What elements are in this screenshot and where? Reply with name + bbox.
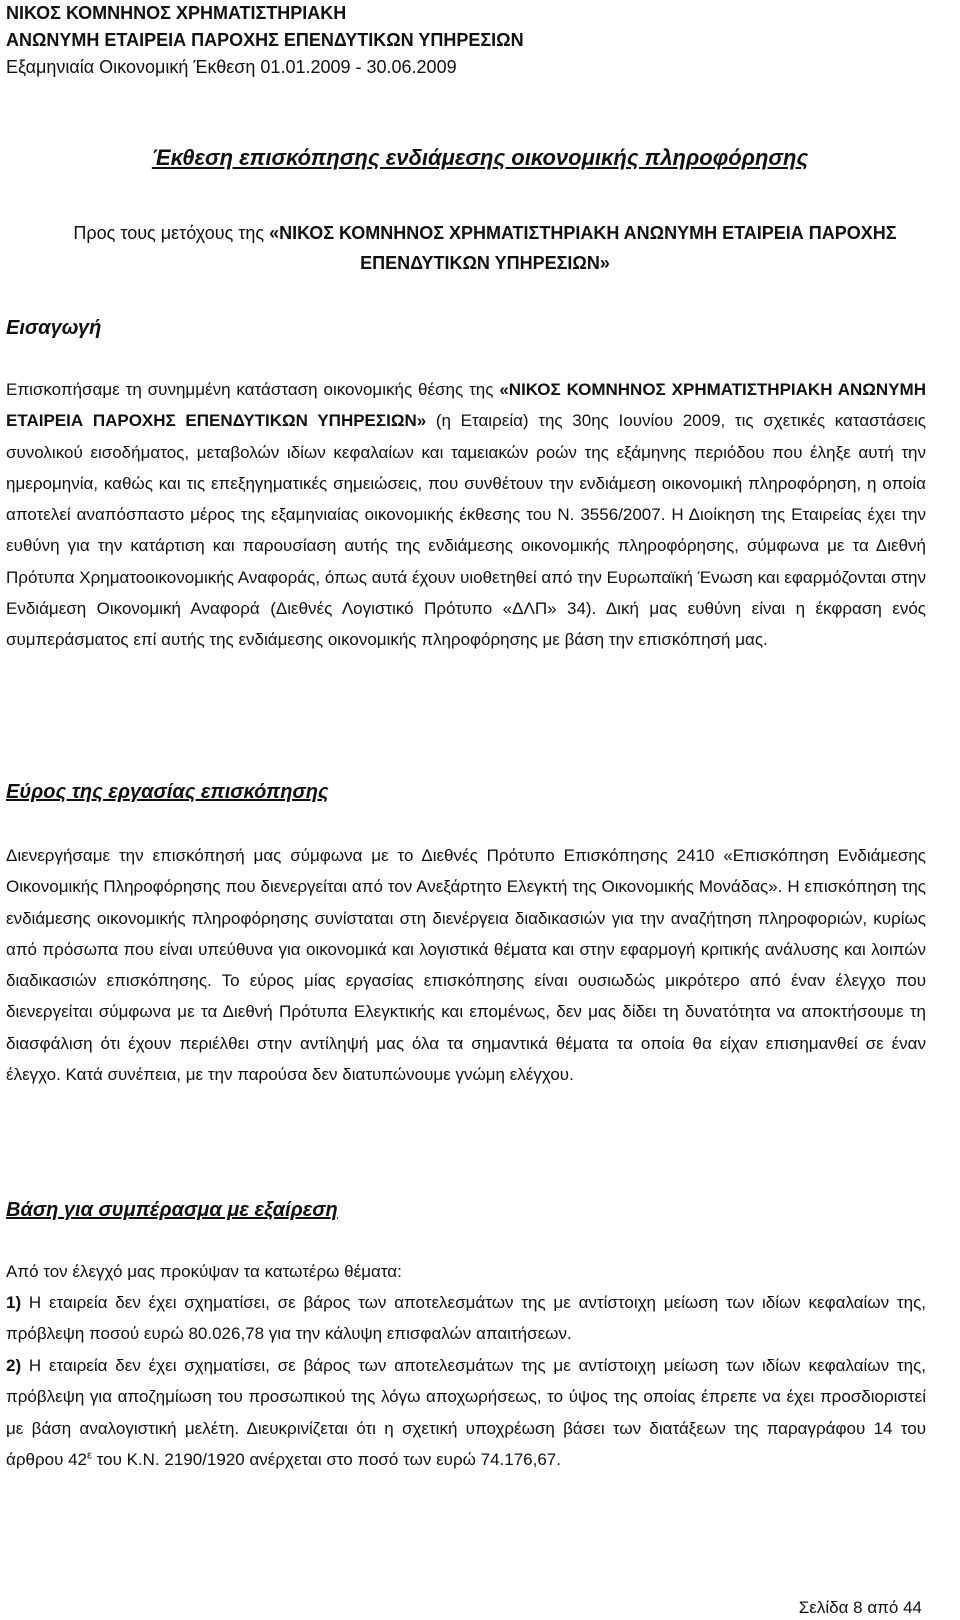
qualified-basis-item-2 bbox=[6, 1350, 926, 1475]
header-company-line-1: ΝΙΚΟΣ ΚΟΜΝΗΝΟΣ ΧΡΗΜΑΤΙΣΤΗΡΙΑΚΗ bbox=[6, 3, 347, 23]
introduction-text-rest: (η Εταιρεία) της 30ης Ιουνίου 2009, τις σχετικές καταστάσεις συνολικού εισοδήματος, μεταβολών ιδίων κεφαλαίων και ταμειακών ροών της εξάμηνης περιόδου που έληξε αυτή την ημερομηνία, καθώς και τις επεξηγηματικές σημειώσεις, που συνθέτουν την ενδιάμεση οικονομική πληροφόρηση, η οποία αποτελεί αναπόσπαστο μέρος της εξαμηνιαίας οικονομικής έκθεσης του Ν. 3556/2007. Η Διοίκηση της Εταιρείας έχει την ευθύνη για την κατάρτιση και παρουσίαση αυτής της ενδιάμεσης οικονομικής πληροφόρησης, σύμφωνα με τα Διεθνή Πρότυπα Χρηματοοικονομικής Αναφοράς, όπως αυτά έχουν υιοθετηθεί από την Ευρωπαϊκή Ένωση και εφαρμόζονται στην Ενδιάμεση Οικονομική Αναφορά (Διεθνές Λογιστικό Πρότυπο «ΔΛΠ» 34). Δική μας ευθύνη είναι η έκφραση ενός συμπεράσματος επί αυτής της ενδιάμεσης οικονομικής πληροφόρησης με βάση την επισκόπησή μας. bbox=[6, 411, 926, 650]
item-2-superscript: ε bbox=[87, 1449, 92, 1462]
introduction-heading: Εισαγωγή bbox=[6, 317, 102, 339]
item-2-text-b: του Κ.Ν. 2190/1920 ανέρχεται στο ποσό των ευρώ 74.176,67. bbox=[91, 1449, 561, 1469]
qualified-basis-heading: Βάση για συμπέρασμα με εξαίρεση bbox=[6, 1199, 338, 1221]
item-1-text: Η εταιρεία δεν έχει σχηματίσει, σε βάρος των αποτελεσμάτων της με αντίστοιχη μείωση των ιδίων κεφαλαίων της, πρόβλεψη ποσού ευρώ 80.026,78 για την κάλυψη επισφαλών απαιτήσεων. bbox=[6, 1293, 926, 1344]
page-number: Σελίδα 8 από 44 bbox=[798, 1598, 922, 1617]
scope-heading: Εύρος της εργασίας επισκόπησης bbox=[6, 781, 329, 803]
header-company-line-2: ΑΝΩΝΥΜΗ ΕΤΑΙΡΕΙΑ ΠΑΡΟΧΗΣ ΕΠΕΝΔΥΤΙΚΩΝ ΥΠΗΡΕΣΙΩΝ bbox=[6, 30, 524, 50]
introduction-paragraph bbox=[6, 374, 926, 656]
qualified-basis-item-1 bbox=[6, 1287, 926, 1350]
item-1-number: 1) bbox=[6, 1293, 22, 1312]
introduction-company: «ΝΙΚΟΣ ΚΟΜΝΗΝΟΣ ΧΡΗΜΑΤΙΣΤΗΡΙΑΚΗ ΑΝΩΝΥΜΗ ΕΤΑΙΡΕΙΑ ΠΑΡΟΧΗΣ ΕΠΕΝΔΥΤΙΚΩΝ ΥΠΗΡΕΣΙΩΝ» bbox=[6, 380, 926, 431]
header-report-period: Εξαμηνιαία Οικονομική Έκθεση 01.01.2009 - 30.06.2009 bbox=[6, 57, 457, 77]
addressee-company: «ΝΙΚΟΣ ΚΟΜΝΗΝΟΣ ΧΡΗΜΑΤΙΣΤΗΡΙΑΚΗ ΑΝΩΝΥΜΗ ΕΤΑΙΡΕΙΑ ΠΑΡΟΧΗΣ ΕΠΕΝΔΥΤΙΚΩΝ ΥΠΗΡΕΣΙΩΝ» bbox=[269, 223, 897, 273]
qualified-basis-intro: Από τον έλεγχό μας προκύψαν τα κατωτέρω θέματα: bbox=[6, 1262, 402, 1281]
introduction-text-start: Επισκοπήσαμε τη συνημμένη κατάσταση οικονομικής θέσης της bbox=[6, 380, 500, 399]
report-title: Έκθεση επισκόπησης ενδιάμεσης οικονομικής πληροφόρησης bbox=[151, 145, 809, 170]
document-header bbox=[6, 0, 946, 81]
addressee-prefix: Προς τους μετόχους της bbox=[73, 223, 270, 243]
item-2-text-a: Η εταιρεία δεν έχει σχηματίσει, σε βάρος των αποτελεσμάτων της με αντίστοιχη μείωση των ιδίων κεφαλαίων της, πρόβλεψη για αποζημίωση του προσωπικού της λόγω αποχωρήσεως, το ύψος της οποίας έπρεπε να έχει προσδιοριστεί με βάση αναλογιστική μελέτη. Διευκρινίζεται ότι η σχετική υποχρέωση βάσει των διατάξεων της παραγράφου 14 του άρθρου 42 bbox=[6, 1356, 926, 1469]
item-2-number: 2) bbox=[6, 1356, 22, 1375]
scope-paragraph: Διενεργήσαμε την επισκόπησή μας σύμφωνα με το Διεθνές Πρότυπο Επισκόπησης 2410 «Επισκόπηση Ενδιάμεσης Οικονομικής Πληροφόρησης που διενεργείται από τον Ανεξάρτητο Ελεγκτή της Οικονομικής Μονάδας». Η επισκόπηση της ενδιάμεσης οικονομικής πληροφόρησης συνίσταται στη διενέργεια διαδικασιών για την αναζήτηση πληροφοριών, κυρίως από πρόσωπα που είναι υπεύθυνα για οικονομικά και λογιστικά θέματα και στην εφαρμογή κριτικής ανάλυσης και λοιπών διαδικασιών επισκόπησης. Το εύρος μίας εργασίας επισκόπησης είναι ουσιωδώς μικρότερο από έναν έλεγχο που διενεργείται σύμφωνα με τα Διεθνή Πρότυπα Ελεγκτικής και επομένως, δεν μας δίδει τη δυνατότητα να αποκτήσουμε τη διασφάλιση ότι έχουν περιέλθει στην αντίληψή μας όλα τα σημαντικά θέματα τα οποία θα είχαν επισημανθεί σε έναν έλεγχο. Κατά συνέπεια, με την παρούσα δεν διατυπώνουμε γνώμη ελέγχου. bbox=[6, 846, 926, 1085]
addressee bbox=[60, 218, 910, 278]
